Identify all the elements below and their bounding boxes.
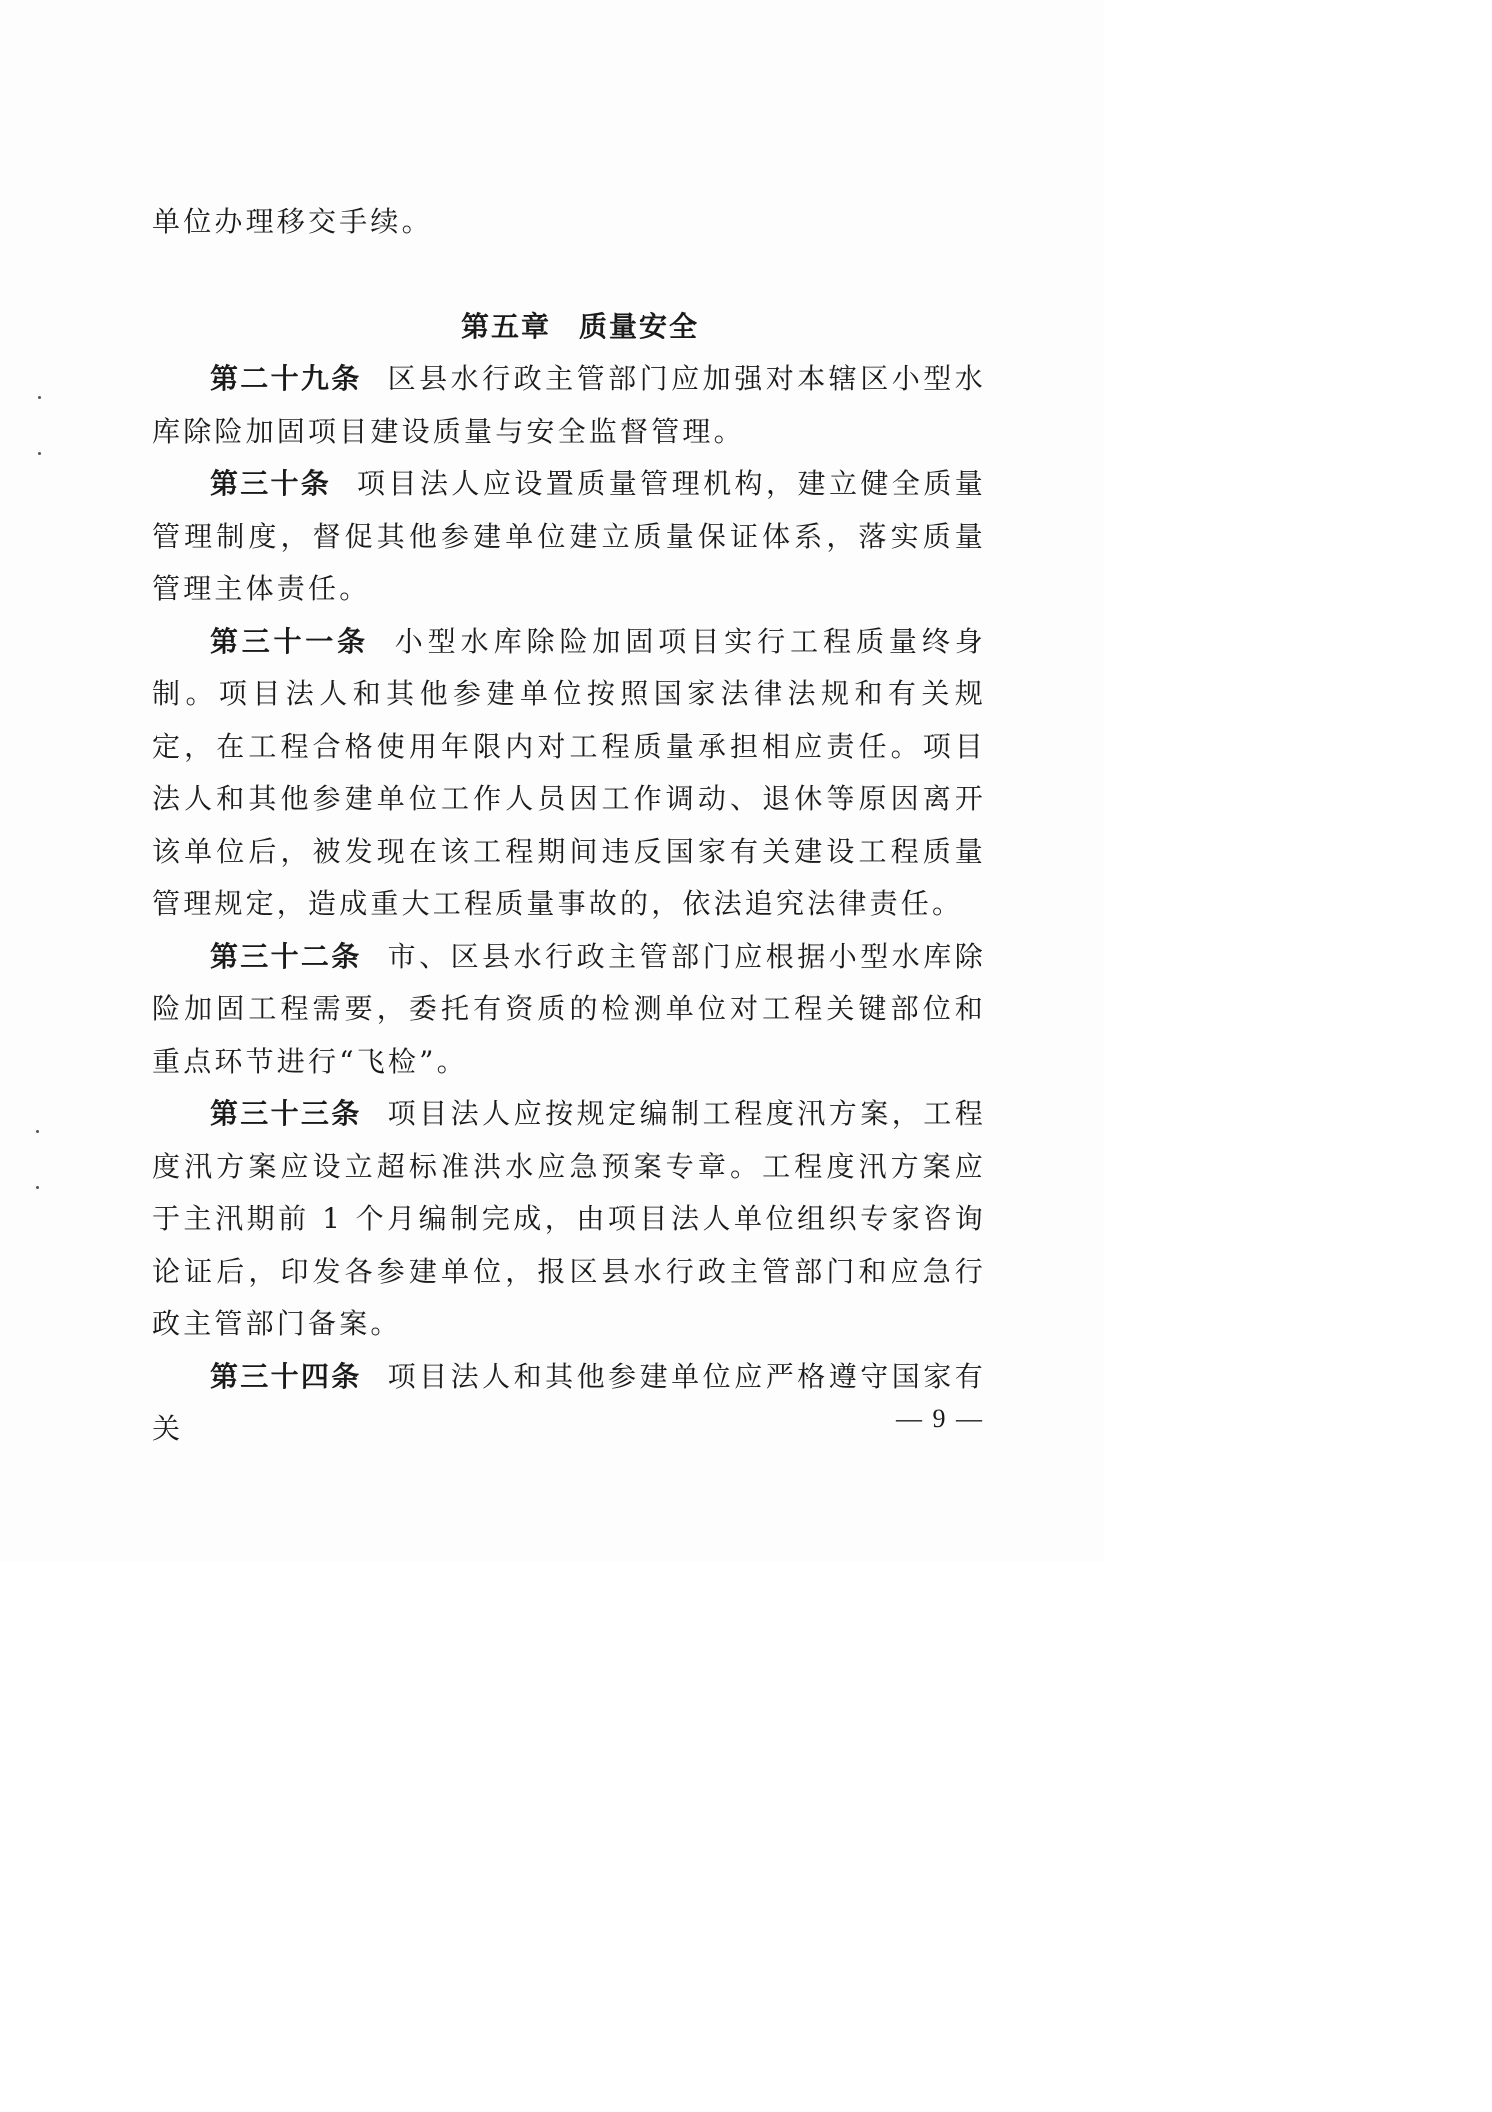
article-33 bbox=[152, 1088, 986, 1351]
article-text: 小型水库除险加固项目实行工程质量终身制。项目法人和其他参建单位按照国家法律法规和有关规定，在工程合格使用年限内对工程质量承担相应责任。项目法人和其他参建单位工作人员因工作调动、退休等原因离开该单位后，被发现在该工程期间违反国家有关建设工程质量管理规定，造成重大工程质量事故的，依法追究法律责任。 bbox=[152, 624, 986, 920]
chapter-number: 第五章 bbox=[460, 309, 551, 343]
page-number: — 9 — bbox=[896, 1404, 984, 1433]
continued-text: 单位办理移交手续。 bbox=[152, 205, 433, 238]
scan-speck bbox=[38, 452, 41, 455]
article-32 bbox=[152, 931, 986, 1089]
scan-speck bbox=[36, 1130, 39, 1133]
scan-speck bbox=[38, 396, 41, 399]
article-label: 第二十九条 bbox=[210, 362, 362, 395]
scan-speck bbox=[36, 1186, 39, 1189]
chapter-heading bbox=[152, 301, 986, 354]
article-label: 第三十四条 bbox=[210, 1359, 362, 1393]
article-text: 市、区县水行政主管部门应根据小型水库除险加固工程需要，委托有资质的检测单位对工程关键部位和重点环节进行“飞检”。 bbox=[152, 939, 986, 1078]
article-29 bbox=[152, 353, 986, 458]
chapter-title: 质量安全 bbox=[579, 309, 700, 343]
article-label: 第三十二条 bbox=[210, 939, 362, 973]
article-label: 第三十三条 bbox=[210, 1097, 362, 1130]
article-text: 项目法人和其他参建单位应严格遵守国家有关 bbox=[152, 1359, 986, 1445]
article-31 bbox=[152, 616, 986, 931]
document-body bbox=[152, 196, 986, 1456]
article-text: 项目法人应按规定编制工程度汛方案，工程度汛方案应设立超标准洪水应急预案专章。工程度汛方案应于主汛期前 1 个月编制完成，由项目法人单位组织专家咨询论证后，印发各参建单位，报区县水行政主管部门和应急行政主管部门备案。 bbox=[152, 1097, 986, 1340]
article-30 bbox=[152, 458, 986, 616]
article-text: 区县水行政主管部门应加强对本辖区小型水库除险加固项目建设质量与安全监督管理。 bbox=[152, 362, 986, 448]
article-text: 项目法人应设置质量管理机构，建立健全质量管理制度，督促其他参建单位建立质量保证体系，落实质量管理主体责任。 bbox=[152, 467, 986, 605]
article-34 bbox=[152, 1351, 986, 1456]
article-label: 第三十条 bbox=[210, 467, 332, 500]
article-label: 第三十一条 bbox=[210, 624, 369, 658]
